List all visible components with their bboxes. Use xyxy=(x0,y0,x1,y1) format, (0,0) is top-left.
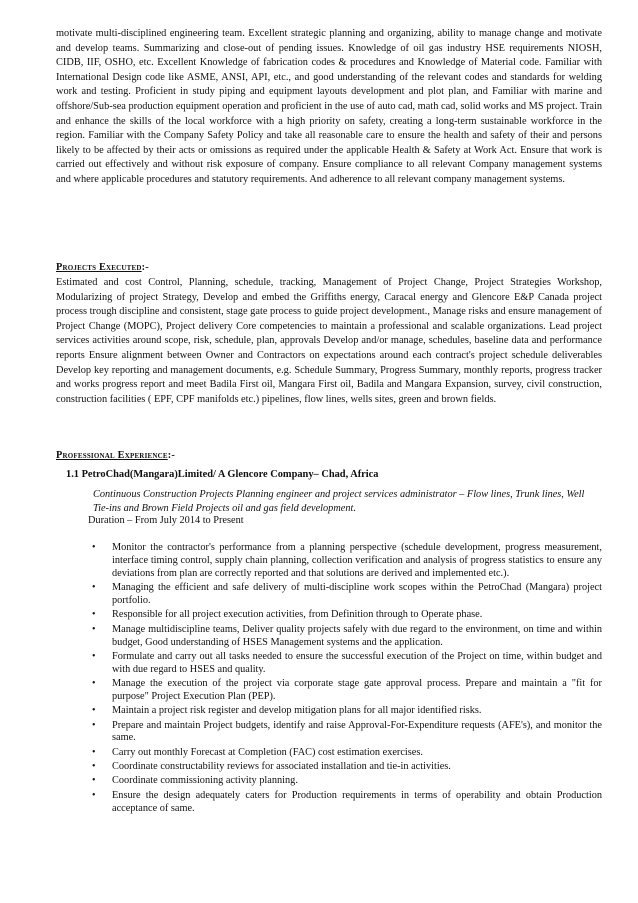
duty-item xyxy=(92,747,602,760)
bullet-icon: • xyxy=(92,719,96,731)
projects-heading-label: Projects Executed xyxy=(56,262,142,273)
projects-executed-paragraph: Estimated and cost Control, Planning, schedule, tracking, Management of Project Change, Project Strategies Workshop, Modularizing of project Strategy, Develop and embed the Griffiths energy, Caracal energy and Glencore E&P Canada project process trough discipline and consistent, stage gate process to guide project development., Manage risks and ensure management of Project Change (MOPC), Project delivery Core competencies to maintain a professional and scalable organizations. Lead project services activities around scope, risk, schedule, plan, approvals Develop and/or manage, schedules, baseline data and performance reports Ensure alignment between Owner and Contractors on expectations around each contract's project schedule deliverables Develop key reporting and management documents, e.g. Schedule Summary, Progress Summary, monthly reports, progress tracker and works progress report and meet Badila First oil, Mangara First oil, Badila and Mangara Expansion, survey, civil construction, construction facilities ( EPF, CPF manifolds etc.) pipelines, flow lines, wells sites, green and brown fields. xyxy=(56,277,602,405)
bullet-icon: • xyxy=(92,775,96,787)
bullet-icon: • xyxy=(92,650,96,662)
bullet-icon: • xyxy=(92,761,96,773)
bullet-icon: • xyxy=(92,789,96,801)
duty-text: Manage multidiscipline teams, Deliver quality projects safely with due regard to the environment, on time and within budget, Good understanding of HSES Management systems and the application. xyxy=(112,623,602,648)
duty-item xyxy=(92,678,602,704)
bullet-icon: • xyxy=(92,582,96,594)
experience-heading-suffix: :- xyxy=(167,450,176,461)
duty-text: Coordinate constructability reviews for associated installation and tie-in activities. xyxy=(112,761,451,773)
role-description: Continuous Construction Projects Planning engineer and project services administrator – Flow lines, Trunk lines, Well Tie-ins and Brown Field Projects oil and gas field development. xyxy=(93,489,585,514)
experience-heading-label: Professional Experience xyxy=(56,450,168,461)
duty-text: Prepare and maintain Project budgets, identify and raise Approval-For-Expenditure requests (AFE's), and monitor the same. xyxy=(112,719,602,744)
bullet-icon: • xyxy=(92,609,96,621)
projects-executed-heading xyxy=(56,262,149,273)
intro-paragraph: motivate multi-disciplined engineering team. Excellent strategic planning and organizing, ability to manage change and motivate and develop teams. Summarizing and close-out of pending issues. Knowledge of oil gas industry HSE requirements NIOSH, CIDB, IIF, OSHO, etc. Excellent Knowledge of fabrication codes & procedures and Knowledge of Material code. Familiar with International Design code like ASME, ANSI, API, etc., and good understanding of the relevant codes and standards for welding work and testing. Proficient in study piping and equipment layouts development and plot plan, and Familiar with marine and offshore/Sub-sea production equipment operation and proficient in the use of auto cad, math cad, solid works and MS project. Train and enhance the skills of the local workforce with a high priority on safety, creating a long-term sustainable workforce in the region. Familiar with the Company Safety Policy and take all reasonable care to ensure the health and safety of their and persons likely to be affected by their acts or omissions as required under the applicable Health & Safety at Work Act. Ensure that work is carried out effectively and without risk exposure of company. Ensure compliance to all relevant Company management systems and where applicable procedures and statutory requirements. And adherence to all relevant company management systems. xyxy=(56,28,602,185)
bullet-icon: • xyxy=(92,542,96,553)
duties-list xyxy=(92,542,602,817)
duty-text: Ensure the design adequately caters for Production requirements in terms of operability and obtain Production acceptance of same. xyxy=(112,789,602,814)
job-duration: Duration – From July 2014 to Present xyxy=(88,515,244,526)
job-title: 1.1 PetroChad(Mangara)Limited/ A Glencore Company– Chad, Africa xyxy=(66,469,379,480)
duty-item xyxy=(92,775,602,788)
duty-item xyxy=(92,651,602,677)
professional-experience-heading xyxy=(56,450,175,461)
bullet-icon: • xyxy=(92,623,96,635)
bullet-icon: • xyxy=(92,746,96,758)
duty-item xyxy=(92,790,602,816)
duty-text: Manage the execution of the project via corporate stage gate approval process. Prepare and maintain a "fit for purpose" Project Execution Plan (PEP). xyxy=(112,678,602,702)
duty-text: Coordinate commissioning activity planning. xyxy=(112,775,298,787)
duty-text: Managing the efficient and safe delivery of multi-discipline work scopes within the PetroChad (Mangara) project portfolio. xyxy=(112,582,602,607)
duty-item xyxy=(92,582,602,608)
bullet-icon: • xyxy=(92,678,96,690)
duty-item xyxy=(92,720,602,746)
duty-text: Maintain a project risk register and develop mitigation plans for all major identified risks. xyxy=(112,705,482,717)
duty-text: Responsible for all project execution activities, from Definition through to Operate phase. xyxy=(112,609,483,621)
duty-text: Formulate and carry out all tasks needed to ensure the successful execution of the Project on time, within budget and with due regard to HSES and quality. xyxy=(112,650,602,675)
duty-item xyxy=(92,542,602,581)
duty-item xyxy=(92,624,602,650)
duty-text: Monitor the contractor's performance from a planning perspective (schedule development, progress measurement, interface timing control, supply chain planning, collection verification and analysis of progress statistics to ensure any deviations from plan are correctly reported and that solutions are derived and implemented etc.). xyxy=(112,542,602,579)
projects-heading-suffix: :- xyxy=(141,262,149,273)
duty-item xyxy=(92,609,602,622)
bullet-icon: • xyxy=(92,705,96,717)
duty-item xyxy=(92,761,602,774)
duty-text: Carry out monthly Forecast at Completion (FAC) cost estimation exercises. xyxy=(112,746,423,758)
duty-item xyxy=(92,705,602,718)
